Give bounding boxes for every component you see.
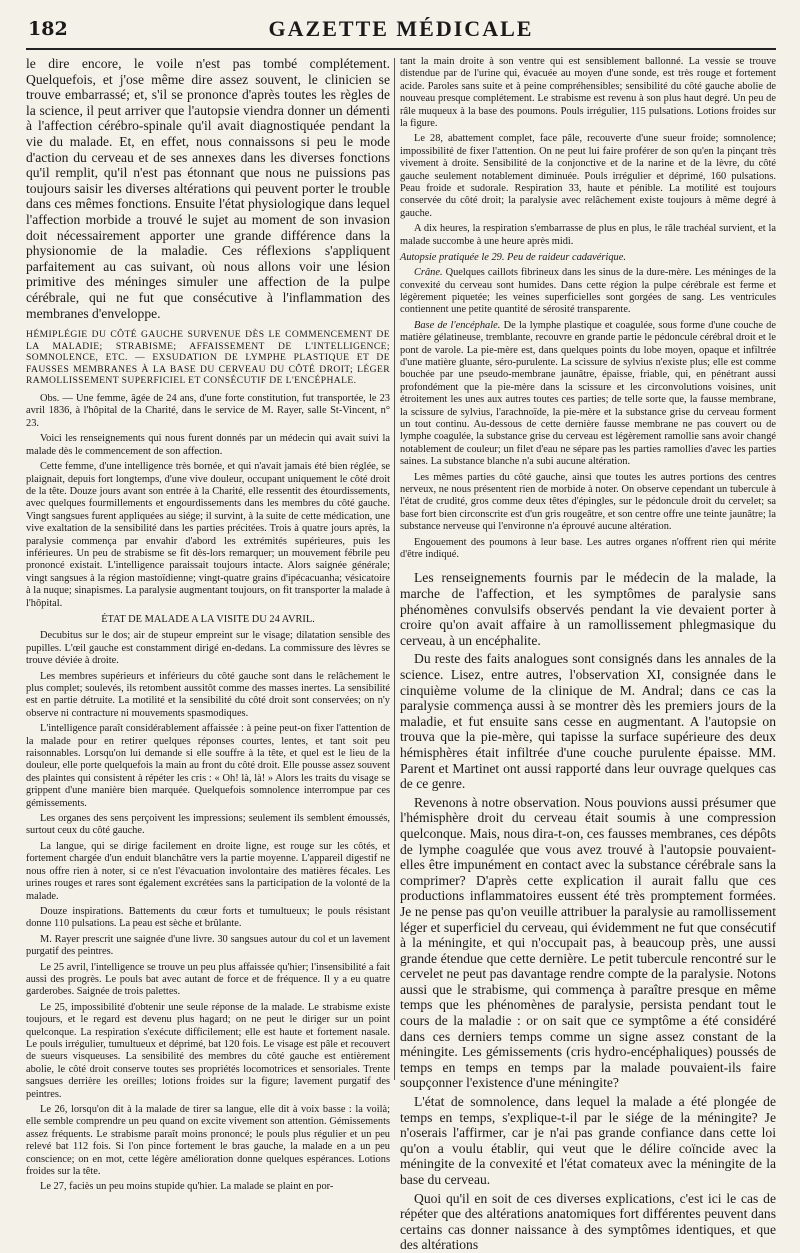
state-heading: ÉTAT DE MALADE A LA VISITE DU 24 AVRIL. bbox=[101, 613, 315, 625]
left-paragraph: M. Rayer prescrit une saignée d'une livre. 30 sangsues autour du col et un lavement purgatif des peintres. bbox=[26, 933, 390, 958]
left-paragraph: Les membres supérieurs et inférieurs du côté gauche sont dans le relâchement le plus complet; soulevés, ils retombent aussitôt comme des masses inertes. La sensibilité est en partie détruite. La motilité et la sensibilité du côté droit sont conservées; on n'y observe ni contracture ni mouvements spasmodiques. bbox=[26, 670, 390, 719]
right-paragraph: Le 28, abattement complet, face pâle, recouverte d'une sueur froide; somnolence; impossibilité de fixer l'attention. On ne peut lui faire proférer de son qu'en la pinçant très vivement à droite. Sensibilité de la conjonctive et de la narine et de la lèvre, du côté gauche seulement notablement diminuée. Pouls irrégulier et déprimé, 160 pulsations. Peau froide et sudorale. Respiration 33, haute et pénible. La motilité est toujours conservée du côté droit; la paralysie avec relâchement existe toujours à même degré à gauche. bbox=[400, 133, 776, 219]
discussion-paragraph: Quoi qu'il en soit de ces diverses explications, c'est ici le cas de répéter que des altérations anatomiques fort différentes peuvent dans certains cas donner naissance à des symptômes identiques, et que des altérations bbox=[400, 1190, 776, 1253]
case-title: HÉMIPLÉGIE DU CÔTÉ GAUCHE SURVENUE DÈS LE COMMENCEMENT DE LA MALADIE; STRABISME; AFFAISSEMENT DE L'INTELLIGENCE; SOMNOLENCE, ETC. — EXSUDATION DE LYMPHE PLASTIQUE ET DE FAUSSES MEMBRANES À LA BASE DU CERVEAU DU CÔTÉ DROIT; LÉGER RAMOLLISSEMENT SUPERFICIEL ET CONSÉCUTIF DE L'ENCÉPHALE. bbox=[26, 329, 390, 387]
left-paragraph: Decubitus sur le dos; air de stupeur empreint sur le visage; dilatation sensible des pupilles. L'œil gauche est constamment dirigé en-dedans. La commissure des lèvres se trouve déviée à droite. bbox=[26, 630, 390, 667]
base-text: De la lymphe plastique et coagulée, sous forme d'une couche de matière gélatineuse, tremblante, recouvre en grande partie le pédoncule cérébral droit et le pont de varole. La pie-mère est, dans quelques points du lobe moyen, opaque et infiltrée d'une matière gluante, séro-purulente. La scissure de sylvius n'existe plus; elle est comme bouchée par une pseudo-membrane jaunâtre, épaisse, friable, qui, en pénétrant aussi profondément que la pie-mère dans la scissure et les circonvolutions voisines, unit étroitement les unes aux autres toutes ces parties; de telle sorte que, la fausse membrane, la scissure de sylvius, l'arachnoïde, la pie-mère et la substance grise du cerveau forment un tout continu. Au-dessous de cette dernière fausse membrane ne pas couvert ou de lymphe coagulée, la substance grise du cerveau est légèrement ramollie sans avoir changé notablement de couleur; un filet d'eau ne sépare pas les parties ramollies d'avec les parties saines. La substance blanche n'a subi aucune altération. bbox=[400, 319, 776, 468]
right-paragraph: Engouement des poumons à leur base. Les autres organes n'offrent rien qui mérite d'être indiqué. bbox=[400, 536, 776, 561]
right-paragraph bbox=[400, 320, 776, 469]
discussion-paragraph: Les renseignements fournis par le médecin de la malade, la marche de l'affection, et les symptômes de paralysie sans phénomènes convulsifs observés pendant la vie devaient porter à croire qu'on avait affaire à un ramollissement phlegmasique du cerveau, à un encéphalite. bbox=[400, 570, 776, 648]
left-paragraph: Le 25 avril, l'intelligence se trouve un peu plus affaissée qu'hier; l'insensibilité a fait aussi des progrès. Le pouls bat avec autant de force et de fréquence. Il y a eu quatre garderobes. Saignée de trois palettes. bbox=[26, 961, 390, 998]
left-paragraph: Les organes des sens perçoivent les impressions; seulement ils semblent émoussés, surtout ceux du côté gauche. bbox=[26, 813, 390, 837]
crane-text: Quelques caillots fibrineux dans les sinus de la dure-mère. Les méninges de la convexité du cerveau sont humides. Dans cette région la pulpe cérébrale est ferme et légèrement piquetée; les veines superficielles sont gorgées de sang. Les ventricules contiennent une petite quantité de sérosité transparente. bbox=[400, 267, 776, 316]
left-paragraph: L'intelligence paraît considérablement affaissée : à peine peut-on fixer l'attention de la malade pour en retirer quelques réponses courtes, lentes, et tant soit peu raisonnables. Lorsqu'on lui demande si elle souffre à la tête, et quel est le lieu de la douleur, elle porte quelquefois la main au front du côté droit. Elle pousse assez souvent des plaintes qui consistent à répéter les cris : « Oh! là, là! » Alors les traits du visage se grippent d'une manière bien marquée. Quelquefois somnolence interrompue par ces gémissements. bbox=[26, 723, 390, 809]
left-paragraph: La langue, qui se dirige facilement en droite ligne, est rouge sur les côtés, et fortement chargée d'un enduit blanchâtre vers la partie moyenne. L'appareil digestif ne nous offre rien à noter, si ce n'est l'évacuation involontaire des matières fécales. Les urines rouges et rares sont également excrétées sans la participation de la volonté de la malade. bbox=[26, 840, 390, 902]
left-paragraph: Voici les renseignements qui nous furent donnés par un médecin qui avait suivi la malade dès le commencement de son affection. bbox=[26, 433, 390, 457]
left-paragraph: Le 27, faciès un peu moins stupide qu'hier. La malade se plaint en por- bbox=[40, 1181, 334, 1193]
column-divider bbox=[394, 58, 395, 1080]
discussion-paragraph: Du reste des faits analogues sont consignés dans les annales de la science. Lisez, entre autres, l'observation XI, consignée dans le cinquième volume de la clinique de M. Andral; dans ce cas la paralysie commença aussi à se montrer dès les premiers jours de la maladie, et fut ensuite sans cesse en augmentant. A l'autopsie on trouva que la pie-mère, qui tapisse la surface supérieure des deux hémisphères était infiltrée d'une couche purulente épaisse. MM. Parent et Martinet ont aussi rapporté dans leur ouvrage quelques cas de ce genre. bbox=[400, 651, 776, 792]
intro-paragraph: le dire encore, le voile n'est pas tombé complétement. Quelquefois, et j'ose même dire assez souvent, le clinicien se trouve embarrassé; et, s'il se prononce d'après toutes les règles de la science, il peut arriver que l'autopsie viendra donner un démenti à l'affection cérébro-spinale qu'il avait diagnostiquée pendant la vie du malade. Et, en effet, nous connaissons si peu le mode d'action du cerveau et de ses annexes dans les diverses fonctions qu'il remplit, qu'il n'est pas étonnant que nous ne puissions pas toujours saisir les diverses altérations qui peuvent porter le trouble dans ces mêmes fonctions. Ensuite l'état physiologique dans lequel l'affection morbide a trouvé le sujet au moment de son invasion doit nécessairement apporter une grande différence dans la physionomie de la maladie. Ces réflexions s'appliquent parfaitement au cas suivant, où nous allons voir une lésion primitive des méninges simuler une affection de la pulpe cérébrale, qui ne fut que consécutive à l'inflammation des membranes d'enveloppe. bbox=[26, 56, 390, 321]
discussion-paragraph: L'état de somnolence, dans lequel la malade a été plongée de temps en temps, s'explique-t-il par le siége de la méningite? Je n'oserais l'affirmer, car je n'ai pas grande confiance dans cette loi qu'on a voulu établir, qui veut que le délire coïncide avec la méningite de la convexité et l'état comateux avec la méningite de la base du cerveau. bbox=[400, 1094, 776, 1187]
discussion-paragraph: Revenons à notre observation. Nous pouvions aussi présumer que l'hémisphère droit du cerveau était soumis à une compression quelconque. Mais, nous dira-t-on, ces fausses membranes, ces dépôts de lymphe coagulée que vous avez trouvé à l'autopsie pouvaient-elles être impunément en contact avec la substance cérébrale sans la comprimer? D'après cette explication il aurait fallu que ces productions inflammatoires eussent été très promptement formées. Je ne pense pas qu'on veuille attribuer la paralysie au ramollissement léger et superficiel du cerveau, qui évidemment ne fut que consécutif à la méningite, et qui n'occupait pas, à beaucoup près, une aussi grande étendue que cette dernière. Le petit tubercule rencontré sur le cervelet ne peut pas davantage rendre compte de la paralysie. Notons aussi que le strabisme, qui commença à paraître presque en même temps que les phénomènes de paralysie, persista pendant tout le cours de la maladie : or on sait que ce symptôme a été considéré dans ces derniers temps comme un signe assez constant de la méningite. Les gémissements (cris hydro-encéphaliques) poussés de temps en temps en temps par la malade pouvaient-ils faire soupçonner l'existence d'une méningite? bbox=[400, 794, 776, 1091]
autopsy-heading: Autopsie pratiquée le 29. Peu de raideur cadavérique. bbox=[400, 252, 626, 264]
observation-intro: Obs. — Une femme, âgée de 24 ans, d'une forte constitution, fut transportée, le 23 avril 1836, à l'hôpital de la Charité, dans le service de M. Rayer, salle St-Vincent, n° 23. bbox=[26, 393, 390, 429]
page-number: 182 bbox=[28, 18, 68, 40]
left-paragraph: Le 26, lorsqu'on dit à la malade de tirer sa langue, elle dit à voix basse : la voilà; elle semble comprendre un peu quand on excite vivement son attention. Gémissements assez fréquents. Le strabisme paraît moins prononcé; le pouls plus régulier et un peu relevé bat 112 fois. Si l'on pince fortement le bras gauche, la malade en a un peu conscience; on en mot, cette légère amélioration donne quelques espérances. Lotions froides sur la tête. bbox=[26, 1104, 390, 1178]
left-column bbox=[26, 56, 390, 1193]
crane-label: Crâne. bbox=[414, 267, 443, 279]
right-paragraph: tant la main droite à son ventre qui est sensiblement ballonné. La vessie se trouve distendue par de l'urine qui, évacuée au moyen d'une sonde, est très rouge et fortement acide. Paroles sans suite et à peine compréhensibles; sensibilité du côté gauche abolie de nouveau presque complétement. Le strabisme est revenu à son plus haut degré. Un peu de râle muqueux à la base des poumons. Pouls irrégulier, 115 pulsations. Lotions froides sur la figure. bbox=[400, 56, 776, 130]
right-paragraph: A dix heures, la respiration s'embarrasse de plus en plus, le râle trachéal survient, et la malade succombe à une heure après midi. bbox=[400, 223, 776, 247]
base-label: Base de l'encéphale. bbox=[414, 319, 501, 331]
left-paragraph: Le 25, impossibilité d'obtenir une seule réponse de la malade. Le strabisme existe toujours, et le regard est devenu plus hagard; on ne peut le diriger sur un point quelconque. La respiration s'exécute difficilement; elle est haute et fortement nasale. Le pouls irrégulier, tumultueux et déprimé, bat 120 fois. Le visage est pâle et recouvert de sueurs visqueuses. La sensibilité des membres du côté gauche est entièrement abolie, le côté droit conserve toutes ses propriétés locomotrices et sensoriales. Trente sangsues derrière les oreilles; lotions froides sur la figure; lavement purgatif des peintres. bbox=[26, 1001, 390, 1100]
left-paragraph: Douze inspirations. Battements du cœur forts et tumultueux; le pouls résistant donne 110 pulsations. La peau est sèche et brûlante. bbox=[26, 905, 390, 930]
page-header bbox=[26, 10, 776, 50]
right-paragraph: Les mêmes parties du côté gauche, ainsi que toutes les autres portions des centres nerveux, ne nous présentent rien de morbide à noter. On observe cependant un tubercule à l'état de crudité, gros comme deux têtes d'épingles, sur le pédoncule droit du cervelet; sa base fort bien circonscrite est d'un gris rougeâtre, et son centre offre une teinte jaunâtre; la substance nerveuse qui l'environne n'a éprouvé aucune altération. bbox=[400, 471, 776, 533]
right-column bbox=[400, 56, 776, 1253]
left-paragraph: Cette femme, d'une intelligence très bornée, et qui n'avait jamais été bien réglée, se plaignait, depuis fort longtemps, d'une vive douleur, occupant uniquement le côté droit de la tête. Douze jours avant son entrée à la Charité, elle ressentit des étourdissements, avec quelques fourmillements et engourdissements dans les membres du côté gauche. Vingt sangsues furent appliquées au siége; il survint, à la suite de cette médication, une vive exaltation de la sensibilité dans les parties précitées. Trois à quatre jours après, la paralysie commença par envahir d'abord les extrémités supérieures, puis les inférieures. Un peu de strabisme se fit dès-lors remarquer; un mouvement fébrile peu prononcé existait. L'intelligence paraissait toujours intacte. Alors saignée générale; vingt sangsues à la région mastoïdienne; vingt-quatre grains d'ipécacuanha; vésicatoire à la nuque; sinapismes. La paralysie augmentant toujours, on fit transporter la malade à l'hôpital. bbox=[26, 461, 390, 609]
right-paragraph bbox=[400, 267, 776, 317]
masthead-title: GAZETTE MÉDICALE bbox=[268, 16, 534, 41]
